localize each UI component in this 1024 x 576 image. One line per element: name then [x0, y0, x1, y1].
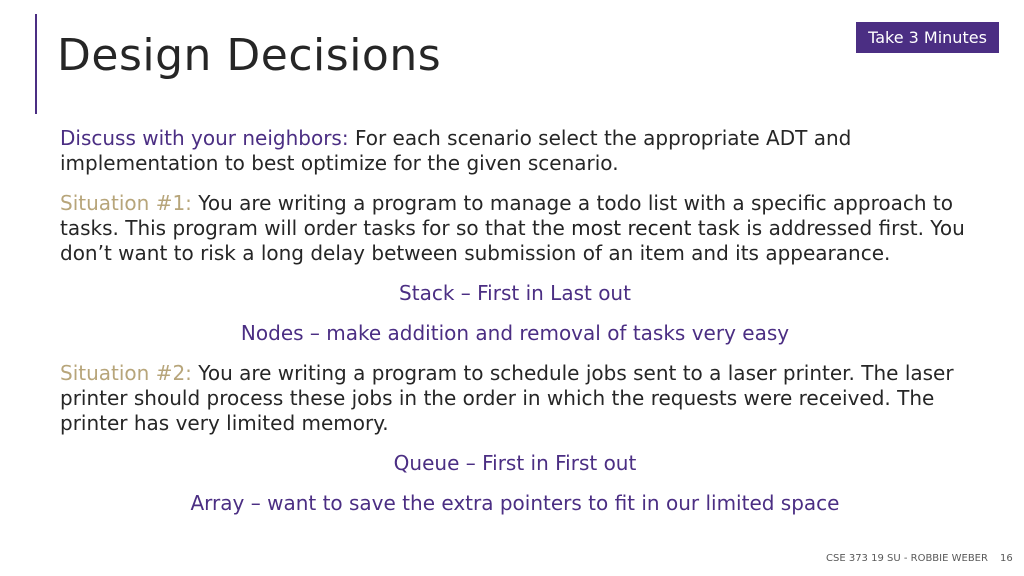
situation1-highlight: most recent: [571, 216, 692, 240]
intro-paragraph: [60, 126, 970, 176]
situation2-label: Situation #2:: [60, 361, 192, 385]
situation1-text-b: task is addressed first. You don’t want to risk a long delay between submission of an item and its appearance.: [60, 216, 965, 265]
slide-title: Design Decisions: [57, 30, 442, 81]
situation2-paragraph: [60, 361, 970, 436]
footer-course: CSE 373 19 SU - ROBBIE WEBER: [826, 553, 988, 564]
situation1-paragraph: [60, 191, 970, 266]
situation1-answer-impl: Nodes – make addition and removal of tasks very easy: [240, 321, 790, 345]
situation2-answer-adt: Queue – First in First out: [393, 451, 637, 475]
footer-page-number: 16: [1000, 553, 1013, 564]
intro-label: Discuss with your neighbors:: [60, 126, 349, 150]
situation1-text-a: You are writing a program to manage a todo list with a specific approach to tasks. This program will order tasks for so that the: [60, 191, 953, 240]
situation1-answer-adt: Stack – First in Last out: [399, 281, 631, 305]
situation2-text: You are writing a program to schedule jobs sent to a laser printer. The laser printer should process these jobs in the order in which the requests were received. The printer has very limited memory.: [60, 361, 954, 435]
time-badge: Take 3 Minutes: [856, 22, 999, 53]
slide-body: [60, 126, 970, 531]
situation1-label: Situation #1:: [60, 191, 192, 215]
situation2-answer-impl: Array – want to save the extra pointers to fit in our limited space: [190, 491, 840, 515]
intro-text: For each scenario select the appropriate ADT and implementation to best optimize for the given scenario.: [60, 126, 852, 175]
title-accent-bar: [35, 14, 37, 114]
